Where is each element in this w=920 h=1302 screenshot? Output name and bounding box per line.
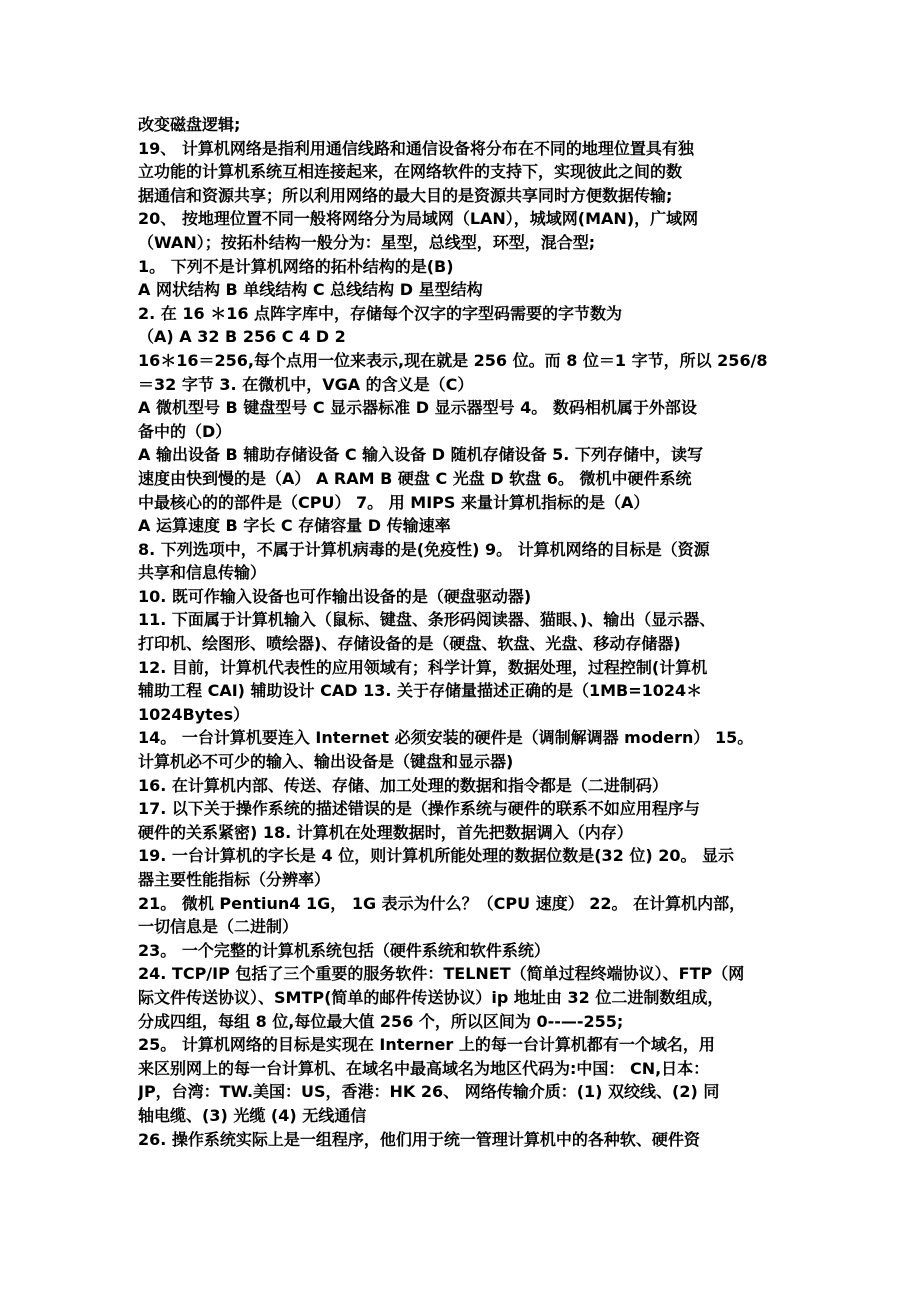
text-line: 17. 以下关于操作系统的描述错误的是（操作系统与硬件的联系不如应用程序与 [138,799,700,819]
text-line: 16. 在计算机内部、传送、存储、加工处理的数据和指令都是（二进制码） [138,775,668,795]
text-line: 11. 下面属于计算机输入（鼠标、键盘、条形码阅读器、猫眼、)、输出（显示器、 [138,610,716,630]
text-line: 辅助工程 CAI) 辅助设计 CAD 13. 关于存储量描述正确的是（1MB=1024＊ [138,681,703,701]
text-line: 20、 按地理位置不同一般将网络分为局域网（LAN），城域网(MAN)，广域网 [138,209,699,229]
text-line: 19、 计算机网络是指利用通信线路和通信设备将分布在不同的地理位置具有独 [138,138,694,158]
text-line: 12. 目前，计算机代表性的应用领域有；科学计算，数据处理，过程控制(计算机 [138,657,708,677]
text-line: 2. 在 16 ＊16 点阵字库中，存储每个汉字的字型码需要的字节数为 [138,303,623,323]
text-line: JP，台湾：TW.美国：US，香港：HK 26、 网络传输介质：(1) 双绞线、(2) 同 [138,1082,720,1102]
text-line: 25。 计算机网络的目标是实现在 Interner 上的每一台计算机都有一个域名，用 [138,1035,715,1055]
text-line: 1024Bytes） [138,704,250,724]
text-line: A 微机型号 B 键盘型号 C 显示器标准 D 显示器型号 4。 数码相机属于外部设 [138,398,697,418]
text-line: 改变磁盘逻辑; [138,115,241,134]
text-line: 26. 操作系统实际上是一组程序，他们用于统一管理计算机中的各种软、硬件资 [138,1129,700,1149]
text-line: 23。 一个完整的计算机系统包括（硬件系统和软件系统） [138,940,550,960]
text-line: 际文件传送协议）、SMTP(简单的邮件传送协议）ip 地址由 32 位二进制数组成， [138,987,724,1007]
text-line: 据通信和资源共享；所以利用网络的最大目的是资源共享同时方便数据传输; [138,185,673,205]
document-body [138,113,786,1151]
text-line: A 运算速度 B 字长 C 存储容量 D 传输速率 [138,516,451,536]
text-line: 硬件的关系紧密) 18. 计算机在处理数据时，首先把数据调入（内存） [138,822,633,842]
text-line: ＝32 字节 3. 在微机中，VGA 的含义是（C） [138,374,474,394]
text-line: 8. 下列选项中，不属于计算机病毒的是(免疫性) 9。 计算机网络的目标是（资源 [138,539,710,559]
text-line: 轴电缆、(3) 光缆 (4) 无线通信 [138,1105,367,1125]
text-line: 计算机必不可少的输入、输出设备是（键盘和显示器) [138,752,514,772]
text-line: 速度由快到慢的是（A） A RAM B 硬盘 C 光盘 D 软盘 6。 微机中硬件系统 [138,468,692,488]
text-line: 共享和信息传输） [138,563,267,583]
text-line: 立功能的计算机系统互相连接起来，在网络软件的支持下，实现彼此之间的数 [138,162,683,182]
text-line: 21。 微机 Pentiun4 1G， 1G 表示为什么？（CPU 速度） 22。 在计算机内部， [138,893,746,913]
text-line: 10. 既可作输入设备也可作输出设备的是（硬盘驱动器) [138,586,532,606]
text-line: 1。 下列不是计算机网络的拓朴结构的是(B) [138,256,454,276]
text-line: 器主要性能指标（分辨率） [138,870,331,889]
text-line: 打印机、绘图形、喷绘器)、存储设备的是（硬盘、软盘、光盘、移动存储器) [138,634,681,654]
text-line: 一切信息是（二进制） [138,917,299,937]
text-line: 16＊16＝256,每个点用一位来表示,现在就是 256 位。而 8 位＝1 字节，所以 256/8 [138,350,768,370]
text-line: 来区别网上的每一台计算机、在域名中最高域名为地区代码为:中国： CN,日本： [138,1058,710,1078]
text-line: 19. 一台计算机的字长是 4 位，则计算机所能处理的数据位数是(32 位) 20。 显示 [138,846,735,866]
text-line: 中最核心的的部件是（CPU） 7。 用 MIPS 来量计算机指标的是（A） [138,492,650,512]
text-line: （A) A 32 B 256 C 4 D 2 [138,327,346,347]
text-line: A 网状结构 B 单线结构 C 总线结构 D 星型结构 [138,280,483,300]
text-line: （WAN）；按拓朴结构一般分为：星型，总线型，环型，混合型; [138,232,596,252]
text-line: 备中的（D） [138,421,232,441]
text-line: 分成四组，每组 8 位,每位最大值 256 个，所以区间为 0--—-255; [138,1011,624,1031]
text-line: 24. TCP/IP 包括了三个重要的服务软件：TELNET（简单过程终端协议）、FTP（网 [138,964,745,984]
text-line: 14。 一台计算机要连入 Internet 必须安装的硬件是（调制解调器 modern） 15。 [138,728,754,748]
text-line: A 输出设备 B 辅助存储设备 C 输入设备 D 随机存储设备 5. 下列存储中，读写 [138,445,703,465]
